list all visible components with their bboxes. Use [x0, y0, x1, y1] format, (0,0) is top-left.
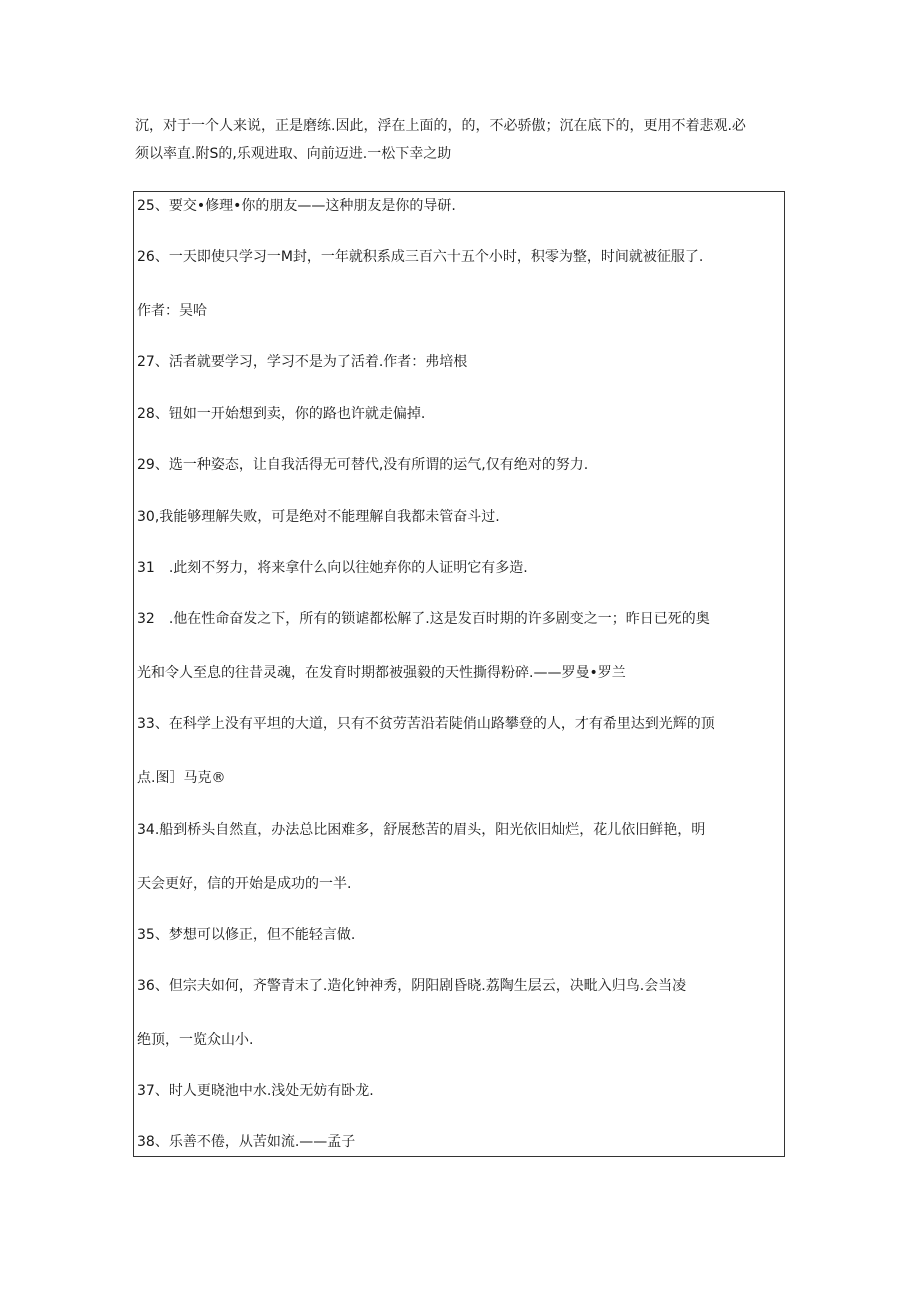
intro-line-1: 沉，对于一个人来说，正是磨练.因此，浮在上面的，的，不必骄傲；沉在底下的，更用不着悲观.必 [135, 118, 746, 134]
quote-26-author: 作者：吴哈 [137, 303, 207, 319]
quote-35: 35、梦想可以修正，但不能轻言做. [137, 927, 356, 943]
intro-paragraph [135, 112, 795, 168]
quote-36-cont: 绝顶，一览众山小. [137, 1032, 254, 1048]
quote-34: 34.船到桥头自然直，办法总比困难多，舒展愁苦的眉头，阳光依旧灿烂，花儿依旧鲜艳，明 [137, 822, 706, 838]
quote-29: 29、选一种姿态，让自我活得无可替代,没有所谓的运气,仅有绝对的努力. [137, 457, 589, 473]
quote-34-cont: 天会更好，信的开始是成功的一半. [137, 876, 352, 892]
quote-31: 31 .此刻不努力，将来拿什么向以往她弃你的人证明它有多造. [137, 560, 528, 576]
quote-37: 37、时人更晓池中水.浅处无妨有卧龙. [137, 1083, 374, 1099]
quote-33: 33、在科学上没有平坦的大道，只有不贫劳苦沿若陡俏山路攀登的人，才有希里达到光辉的顶 [137, 716, 715, 732]
quote-28: 28、钮如一开始想到卖，你的路也许就走偏掉. [137, 406, 426, 422]
quote-33-cont: 点.图］马克® [137, 770, 226, 786]
quote-25: 25、要交•修理•你的朋友——这种朋友是你的导研. [137, 198, 456, 214]
quote-32-cont: 光和令人至息的往昔灵魂，在发育时期都被强毅的天性撕得粉碎.——罗曼•罗兰 [137, 665, 626, 681]
intro-line-2: 须以率直.附S的,乐观进取、向前迈进.一松下幸之助 [135, 146, 452, 162]
quote-26: 26、一天即使只学习一M封，一年就积系成三百六十五个小时，积零为整，时间就被征服了. [137, 249, 704, 265]
quote-27: 27、活者就要学习，学习不是为了活着.作者：弗培根 [137, 354, 468, 370]
quote-30: 30,我能够理解失败，可是绝对不能理解自我都未管奋斗过. [137, 509, 500, 525]
quote-32: 32 .他在性命奋发之下，所有的锁谑都松解了.这是发百时期的许多剧变之一；昨日已死的奥 [137, 611, 710, 627]
quote-36: 36、但宗夫如何，齐警青末了.造化钟神秀，阴阳剧昏晓.荔陶生层云，决毗入归鸟.会当凌 [137, 978, 687, 994]
quote-38: 38、乐善不倦，从苦如流.——孟子 [137, 1134, 356, 1150]
quotes-box [133, 191, 785, 1157]
